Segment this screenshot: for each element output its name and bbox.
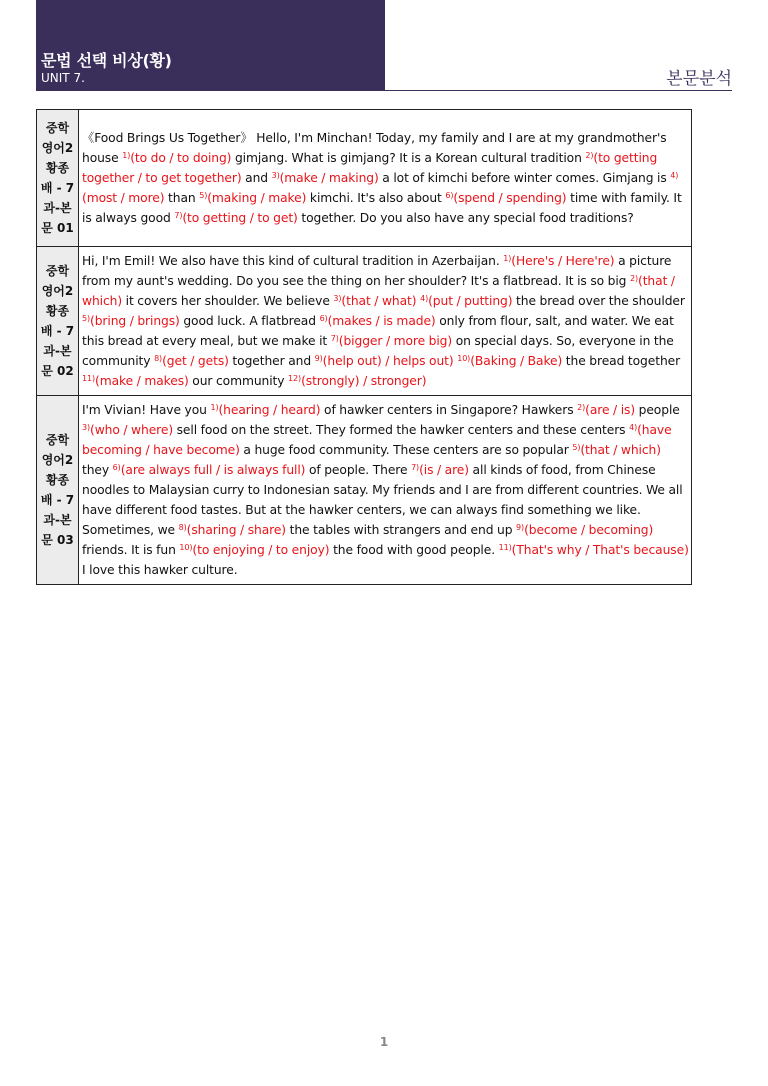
choice-number: 4) <box>629 423 638 432</box>
choice-options: (Here's / Here're) <box>511 254 615 268</box>
passage-text-run: kimchi. It's also about <box>306 191 446 205</box>
grammar-choice <box>154 354 229 368</box>
section-title: 본문분석 <box>666 69 732 89</box>
passage-text-run: good luck. A flatbread <box>179 314 320 328</box>
passage-label-line: 문 03 <box>41 533 74 547</box>
choice-options: (to getting / to get) <box>182 211 298 225</box>
choice-number: 12) <box>288 374 302 383</box>
choice-options: (help out) / helps out) <box>322 354 454 368</box>
choice-options: (makes / is made) <box>327 314 436 328</box>
passage-text-run: gimjang. What is gimjang? It is a Korean cultural tradition <box>231 151 586 165</box>
choice-options: (making / make) <box>207 191 307 205</box>
grammar-choice <box>82 423 173 437</box>
choice-options: (make / making) <box>279 171 379 185</box>
choice-options: (strongly) / stronger) <box>301 374 427 388</box>
choice-number: 4) <box>420 294 429 303</box>
choice-number: 2) <box>585 151 594 160</box>
passage-text-run: sell food on the street. They formed the hawker centers and these centers <box>173 423 630 437</box>
grammar-choice <box>420 294 512 308</box>
header-divider <box>385 90 732 91</box>
choice-number: 7) <box>330 334 339 343</box>
choice-number: 7) <box>174 211 183 220</box>
choice-number: 6) <box>445 191 454 200</box>
grammar-choice <box>499 543 689 557</box>
grammar-choice <box>179 523 286 537</box>
grammar-choice <box>411 463 469 477</box>
passage-label-line: 과-본 <box>43 513 72 527</box>
choice-number: 4) <box>670 171 679 180</box>
grammar-choice <box>503 254 614 268</box>
passage-text-run: the tables with strangers and end up <box>286 523 517 537</box>
passage-text-run: of hawker centers in Singapore? Hawkers <box>320 403 578 417</box>
passage-label-line: 배 - 7 <box>40 324 75 338</box>
passage-label-line: 영어2 <box>41 141 74 155</box>
choice-options: (have becoming / have become) <box>82 423 672 457</box>
choice-number: 11) <box>82 374 96 383</box>
choice-options: (to do / to doing) <box>130 151 232 165</box>
choice-number: 6) <box>319 314 328 323</box>
choice-options: (hearing / heard) <box>218 403 321 417</box>
passage-row <box>37 110 692 247</box>
choice-number: 9) <box>314 354 323 363</box>
passage-text-run: I'm Vivian! Have you <box>82 403 211 417</box>
grammar-choice <box>288 374 426 388</box>
grammar-choice <box>179 543 329 557</box>
choice-number: 5) <box>82 314 91 323</box>
grammar-choice <box>174 211 297 225</box>
grammar-choice <box>572 443 661 457</box>
choice-number: 1) <box>503 254 512 263</box>
passage-label-line: 영어2 <box>41 453 74 467</box>
passage-table <box>36 109 692 585</box>
passage-label-line: 황종 <box>45 304 70 318</box>
passage-label-line: 영어2 <box>41 284 74 298</box>
unit-label: UNIT 7. <box>41 71 85 85</box>
choice-options: (make / makes) <box>95 374 189 388</box>
grammar-choice <box>82 314 180 328</box>
passage-text-run: the bread together <box>562 354 681 368</box>
choice-number: 8) <box>154 354 163 363</box>
choice-options: (is / are) <box>419 463 469 477</box>
choice-number: 2) <box>630 274 639 283</box>
choice-options: (sharing / share) <box>186 523 286 537</box>
passage-row <box>37 247 692 396</box>
passage-text <box>79 247 692 396</box>
passage-label-line: 중학 <box>45 264 70 278</box>
header-band <box>36 0 385 91</box>
passage-text-run: a picture from my aunt's wedding. Do you see the thing on her shoulder? It's a flatbread. It is so big <box>82 254 672 288</box>
passage-text-run: time with family. It is always good <box>82 191 682 225</box>
choice-options: (to enjoying / to enjoy) <box>192 543 330 557</box>
passage-label-line: 황종 <box>45 473 70 487</box>
choice-number: 3) <box>333 294 342 303</box>
grammar-choice <box>445 191 566 205</box>
choice-options: (That's why / That's because) <box>511 543 689 557</box>
choice-options: (Baking / Bake) <box>470 354 563 368</box>
grammar-choice <box>331 334 452 348</box>
choice-options: (most / more) <box>82 191 165 205</box>
passage-label-line: 황종 <box>45 161 70 175</box>
passage-text-run: I love this hawker culture. <box>82 563 238 577</box>
passage-label <box>37 247 79 396</box>
choice-options: (to getting together / to get together) <box>82 151 658 185</box>
passage-text-run: a huge food community. These centers are so popular <box>239 443 573 457</box>
choice-options: (spend / spending) <box>453 191 567 205</box>
choice-options: (get / gets) <box>162 354 229 368</box>
choice-options: (bigger / more big) <box>338 334 453 348</box>
passage-text-run: they <box>82 463 113 477</box>
choice-number: 10) <box>179 543 193 552</box>
passage-text-run: on special days. So, everyone in the community <box>82 334 674 368</box>
choice-number: 5) <box>572 443 581 452</box>
passage-label <box>37 396 79 585</box>
choice-number: 6) <box>112 463 121 472</box>
grammar-choice <box>272 171 379 185</box>
choice-options: (who / where) <box>90 423 174 437</box>
page-number: 1 <box>379 1035 389 1049</box>
choice-number: 11) <box>498 543 512 552</box>
choice-options: (that / which) <box>82 274 675 308</box>
choice-options: (that / which) <box>580 443 661 457</box>
grammar-choice <box>320 314 436 328</box>
passage-text-run: friends. It is fun <box>82 543 180 557</box>
choice-number: 8) <box>178 523 187 532</box>
passage-text-run: Hi, I'm Emil! We also have this kind of cultural tradition in Azerbaijan. <box>82 254 504 268</box>
passage-row <box>37 396 692 585</box>
passage-label <box>37 110 79 247</box>
passage-text-run: the food with good people. <box>329 543 499 557</box>
passage-label-line: 중학 <box>45 433 70 447</box>
passage-label-line: 문 02 <box>41 364 74 378</box>
choice-number: 1) <box>122 151 131 160</box>
passage-text-run: 《Food Brings Us Together》 Hello, I'm Minchan! Today, my family and I are at my grandmother's house <box>82 131 667 165</box>
grammar-choice <box>210 403 320 417</box>
choice-options: (become / becoming) <box>524 523 654 537</box>
grammar-choice <box>457 354 562 368</box>
passage-text-run: than <box>164 191 200 205</box>
passage-text-run: our community <box>188 374 289 388</box>
passage-text <box>79 396 692 585</box>
choice-options: (bring / brings) <box>90 314 180 328</box>
choice-number: 3) <box>82 423 91 432</box>
choice-number: 5) <box>199 191 208 200</box>
passage-label-line: 배 - 7 <box>40 493 75 507</box>
passage-text-run: of people. There <box>305 463 412 477</box>
passage-label-line: 과-본 <box>43 344 72 358</box>
passage-text <box>79 110 692 247</box>
choice-options: (put / putting) <box>428 294 513 308</box>
choice-number: 3) <box>271 171 280 180</box>
grammar-choice <box>516 523 653 537</box>
grammar-choice <box>199 191 306 205</box>
passage-label-line: 과-본 <box>43 201 72 215</box>
choice-number: 1) <box>210 403 219 412</box>
passage-text-run: together and <box>228 354 315 368</box>
grammar-choice <box>82 374 189 388</box>
choice-number: 7) <box>411 463 420 472</box>
passage-text-run: all kinds of food, from Chinese noodles to Malaysian curry to Indonesian satay. My friends and I are from different countries. We all have different food tastes. But at the hawker centers, we can always find something we like. Sometimes, we <box>82 463 683 537</box>
grammar-choice <box>577 403 635 417</box>
grammar-choice <box>113 463 306 477</box>
grammar-choice <box>122 151 231 165</box>
passage-text-run: and <box>241 171 272 185</box>
passage-text-run: only from flour, salt, and water. We eat this bread at every meal, but we make it <box>82 314 674 348</box>
passage-label-line: 배 - 7 <box>40 181 75 195</box>
passage-label-line: 문 01 <box>41 221 74 235</box>
passage-table-body <box>37 110 692 585</box>
passage-text-run: a lot of kimchi before winter comes. Gimjang is <box>378 171 671 185</box>
choice-options: (are / is) <box>585 403 636 417</box>
choice-number: 2) <box>577 403 586 412</box>
passage-label-line: 중학 <box>45 121 70 135</box>
choice-number: 9) <box>516 523 525 532</box>
choice-options: (are always full / is always full) <box>120 463 306 477</box>
passage-text-run: the bread over the shoulder <box>512 294 685 308</box>
passage-text-run: together. Do you also have any special food traditions? <box>297 211 634 225</box>
worksheet-title: 문법 선택 비상(황) <box>41 51 172 70</box>
passage-text-run: it covers her shoulder. We believe <box>122 294 334 308</box>
choice-options: (that / what) <box>341 294 417 308</box>
grammar-choice <box>333 294 416 308</box>
choice-number: 10) <box>457 354 471 363</box>
grammar-choice <box>315 354 454 368</box>
passage-text-run: people <box>635 403 680 417</box>
